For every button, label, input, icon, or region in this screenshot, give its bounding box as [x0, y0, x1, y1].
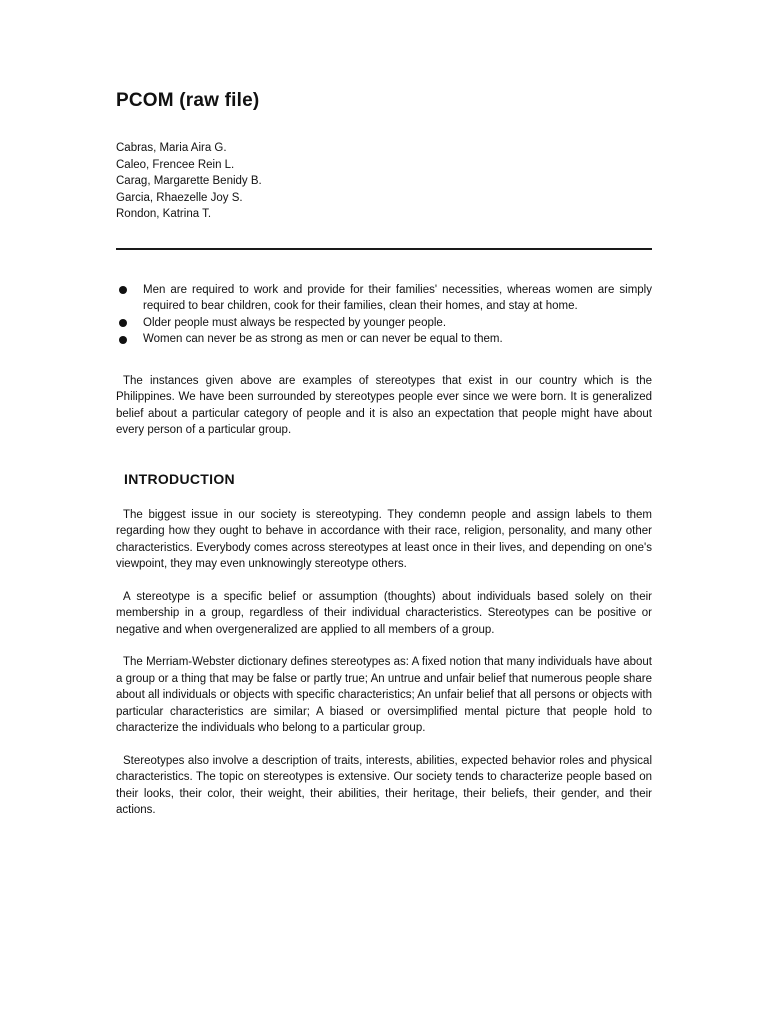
document-title: PCOM (raw file) — [116, 90, 260, 111]
bullet-item — [116, 331, 652, 348]
body-paragraph: The biggest issue in our society is stereotyping. They condemn people and assign labels to them regarding how they ought to behave in accordance with their race, religion, personality, and many other characteristics. Everybody comes across stereotypes at least once in their lives, and depending on one's viewpoint, they may even unknowingly stereotype others. — [116, 508, 652, 570]
bullet-dot-icon — [119, 336, 127, 344]
author-name: Rondon, Katrina T. — [116, 208, 212, 220]
horizontal-rule — [116, 248, 652, 250]
document-page — [116, 88, 652, 819]
author-name: Garcia, Rhaezelle Joy S. — [116, 191, 243, 204]
intro-paragraph: The instances given above are examples of stereotypes that exist in our country which is the Philippines. We have been surrounded by stereotypes people ever since we were born. It is generalized belief about a particular category of people and it is also an expectation that people might have about every person of a particular group. — [116, 374, 652, 436]
bullet-dot-icon — [119, 286, 127, 294]
author-name: Cabras, Maria Aira G. — [116, 142, 227, 154]
author-name: Carag, Margarette Benidy B. — [116, 175, 262, 187]
bullet-text: Older people must always be respected by younger people. — [143, 316, 447, 329]
bullet-list — [116, 282, 652, 348]
section-heading-introduction: INTRODUCTION — [124, 470, 235, 487]
bullet-item — [116, 282, 652, 315]
bullet-item — [116, 315, 652, 332]
bullet-dot-icon — [119, 319, 127, 327]
body-paragraph: Stereotypes also involve a description of traits, interests, abilities, expected behavior roles and physical characteristics. The topic on stereotypes is extensive. Our society tends to characterize people based on their looks, their color, their weight, their abilities, their heritage, their beliefs, their gender, and their actions. — [116, 754, 652, 816]
author-list — [116, 140, 652, 223]
bullet-text: Men are required to work and provide for their families' necessities, whereas women are simply required to bear children, cook for their families, clean their homes, and stay at home. — [143, 283, 652, 312]
body-paragraph: The Merriam-Webster dictionary defines stereotypes as: A fixed notion that many individuals have about a group or a thing that may be false or partly true; An untrue and unfair belief that numerous people share about all individuals or objects with specific characteristics; An unfair belief that all persons or objects with particular characteristics are similar; A biased or oversimplified mental picture that people hold to characterize the individuals who belong to a particular group. — [116, 656, 652, 734]
body-paragraph: A stereotype is a specific belief or assumption (thoughts) about individuals based solely on their membership in a group, regardless of their individual characteristics. Stereotypes can be positive or negative and when overgeneralized are applied to all members of a group. — [116, 590, 652, 636]
bullet-text: Women can never be as strong as men or can never be equal to them. — [143, 333, 503, 345]
author-name: Caleo, Frencee Rein L. — [116, 158, 235, 171]
